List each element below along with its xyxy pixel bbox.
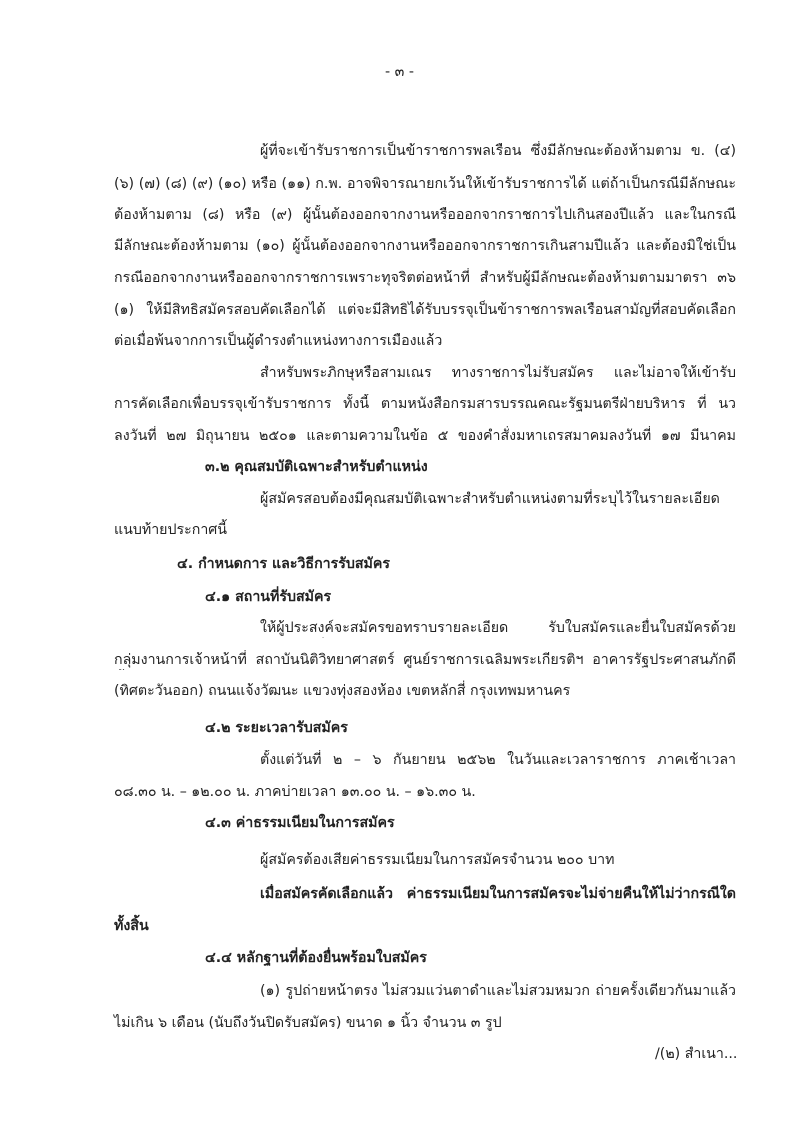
paragraph-line: ผู้สมัครสอบต้องมีคุณสมบัติเฉพาะสำหรับตำแหน่งตามที่ระบุไว้ในรายละเอียด — [260, 491, 720, 507]
paragraph-line: (๑) รูปถ่ายหน้าตรง ไม่สวมแว่นตาดำและไม่สวมหมวก ถ่ายครั้งเดียวกันมาแล้ว — [260, 983, 736, 999]
section-heading-4-1: ๔.๑ สถานที่รับสมัคร — [205, 589, 332, 605]
paragraph-line: ผู้สมัครต้องเสียค่าธรรมเนียมในการสมัครจำนวน ๒๐๐ บาท — [260, 852, 615, 868]
page-number: - ๓ - — [385, 64, 414, 80]
paragraph-line: (ทิศตะวันออก) ถนนแจ้งวัฒนะ แขวงทุ่งสองห้อง เขตหลักสี่ กรุงเทพมหานคร — [114, 683, 571, 699]
paragraph-line-bold: ทั้งสิ้น — [114, 918, 149, 934]
paragraph-line: (๖) (๗) (๘) (๙) (๑๐) หรือ (๑๑) ก.พ. อาจพิจารณายกเว้นให้เข้ารับราชการได้ แต่ถ้าเป็นกรณีมีลักษณะ — [114, 176, 736, 192]
paragraph-line: ต่อเมื่อพ้นจากการเป็นผู้ดำรงตำแหน่งทางการเมืองแล้ว — [114, 333, 443, 349]
paragraph-line: ลงวันที่ ๒๗ มิถุนายน ๒๕๐๑ และตามความในข้อ ๕ ของคำสั่งมหาเถรสมาคมลงวันที่ ๑๗ มีนาคม — [114, 428, 736, 444]
paragraph-line: แนบท้ายประกาศนี้ — [114, 522, 227, 538]
paragraph-line: ต้องห้ามตาม (๘) หรือ (๙) ผู้นั้นต้องออกจากงานหรือออกจากราชการไปเกินสองปีแล้ว และในกรณี — [114, 207, 736, 223]
continued-marker: /(๒) สำเนา... — [655, 1046, 738, 1062]
section-heading-4-2: ๔.๒ ระยะเวลารับสมัคร — [205, 720, 348, 736]
paragraph-line: มีลักษณะต้องห้ามตาม (๑๐) ผู้นั้นต้องออกจากงานหรือออกจากราชการเกินสามปีแล้ว และต้องมิใช่เป็น — [114, 238, 736, 254]
paragraph-line: การคัดเลือกเพื่อบรรจุเข้ารับราชการ ทั้งนี้ ตามหนังสือกรมสารบรรณคณะรัฐมนตรีฝ่ายบริหาร ที่ นว — [114, 396, 736, 412]
section-heading-4: ๔. กำหนดการ และวิธีการรับสมัคร — [177, 556, 391, 572]
paragraph-line: กลุ่มงานการเจ้าหน้าที่ สถาบันนิติวิทยาศาสตร์ ศูนย์ราชการเฉลิมพระเกียรติฯ อาคารรัฐประศาสนภักดี — [114, 652, 736, 668]
paragraph-line: สำหรับพระภิกษุหรือสามเณร ทางราชการไม่รับสมัคร และไม่อาจให้เข้ารับ — [260, 365, 736, 381]
paragraph-line: ๐๘.๓๐ น. – ๑๒.๐๐ น. ภาคบ่ายเวลา ๑๓.๐๐ น. – ๑๖.๓๐ น. — [114, 784, 476, 800]
section-heading-4-4: ๔.๔ หลักฐานที่ต้องยื่นพร้อมใบสมัคร — [205, 950, 427, 966]
section-heading-3-2: ๓.๒ คุณสมบัติเฉพาะสำหรับตำแหน่ง — [205, 459, 428, 475]
paragraph-line: กรณีออกจากงานหรือออกจากราชการเพราะทุจริตต่อหน้าที่ สำหรับผู้มีลักษณะต้องห้ามตามมาตรา ๓๖ — [114, 270, 736, 286]
paragraph-line: ตั้งแต่วันที่ ๒ – ๖ กันยายน ๒๕๖๒ ในวันและเวลาราชการ ภาคเช้าเวลา — [260, 752, 736, 768]
paragraph-line: ไม่เกิน ๖ เดือน (นับถึงวันปิดรับสมัคร) ขนาด ๑ นิ้ว จำนวน ๓ รูป — [114, 1015, 502, 1031]
paragraph-line-bold: เมื่อสมัครคัดเลือกแล้ว ค่าธรรมเนียมในการสมัครจะไม่จ่ายคืนให้ไม่ว่ากรณีใด — [260, 886, 736, 902]
paragraph-line: ผู้ที่จะเข้ารับราชการเป็นข้าราชการพลเรือน ซึ่งมีลักษณะต้องห้ามตาม ข. (๔) — [260, 143, 736, 159]
paragraph-line: (๑) ให้มีสิทธิสมัครสอบคัดเลือกได้ แต่จะมีสิทธิได้รับบรรจุเป็นข้าราชการพลเรือนสามัญที่สอบคัดเลือก — [114, 302, 736, 318]
paragraph-line: ให้ผู้ประสงค์จะสมัครขอทราบรายละเอียด รับใบสมัครและยื่นใบสมัครด้วย — [260, 620, 736, 636]
section-heading-4-3: ๔.๓ ค่าธรรมเนียมในการสมัคร — [205, 815, 395, 831]
